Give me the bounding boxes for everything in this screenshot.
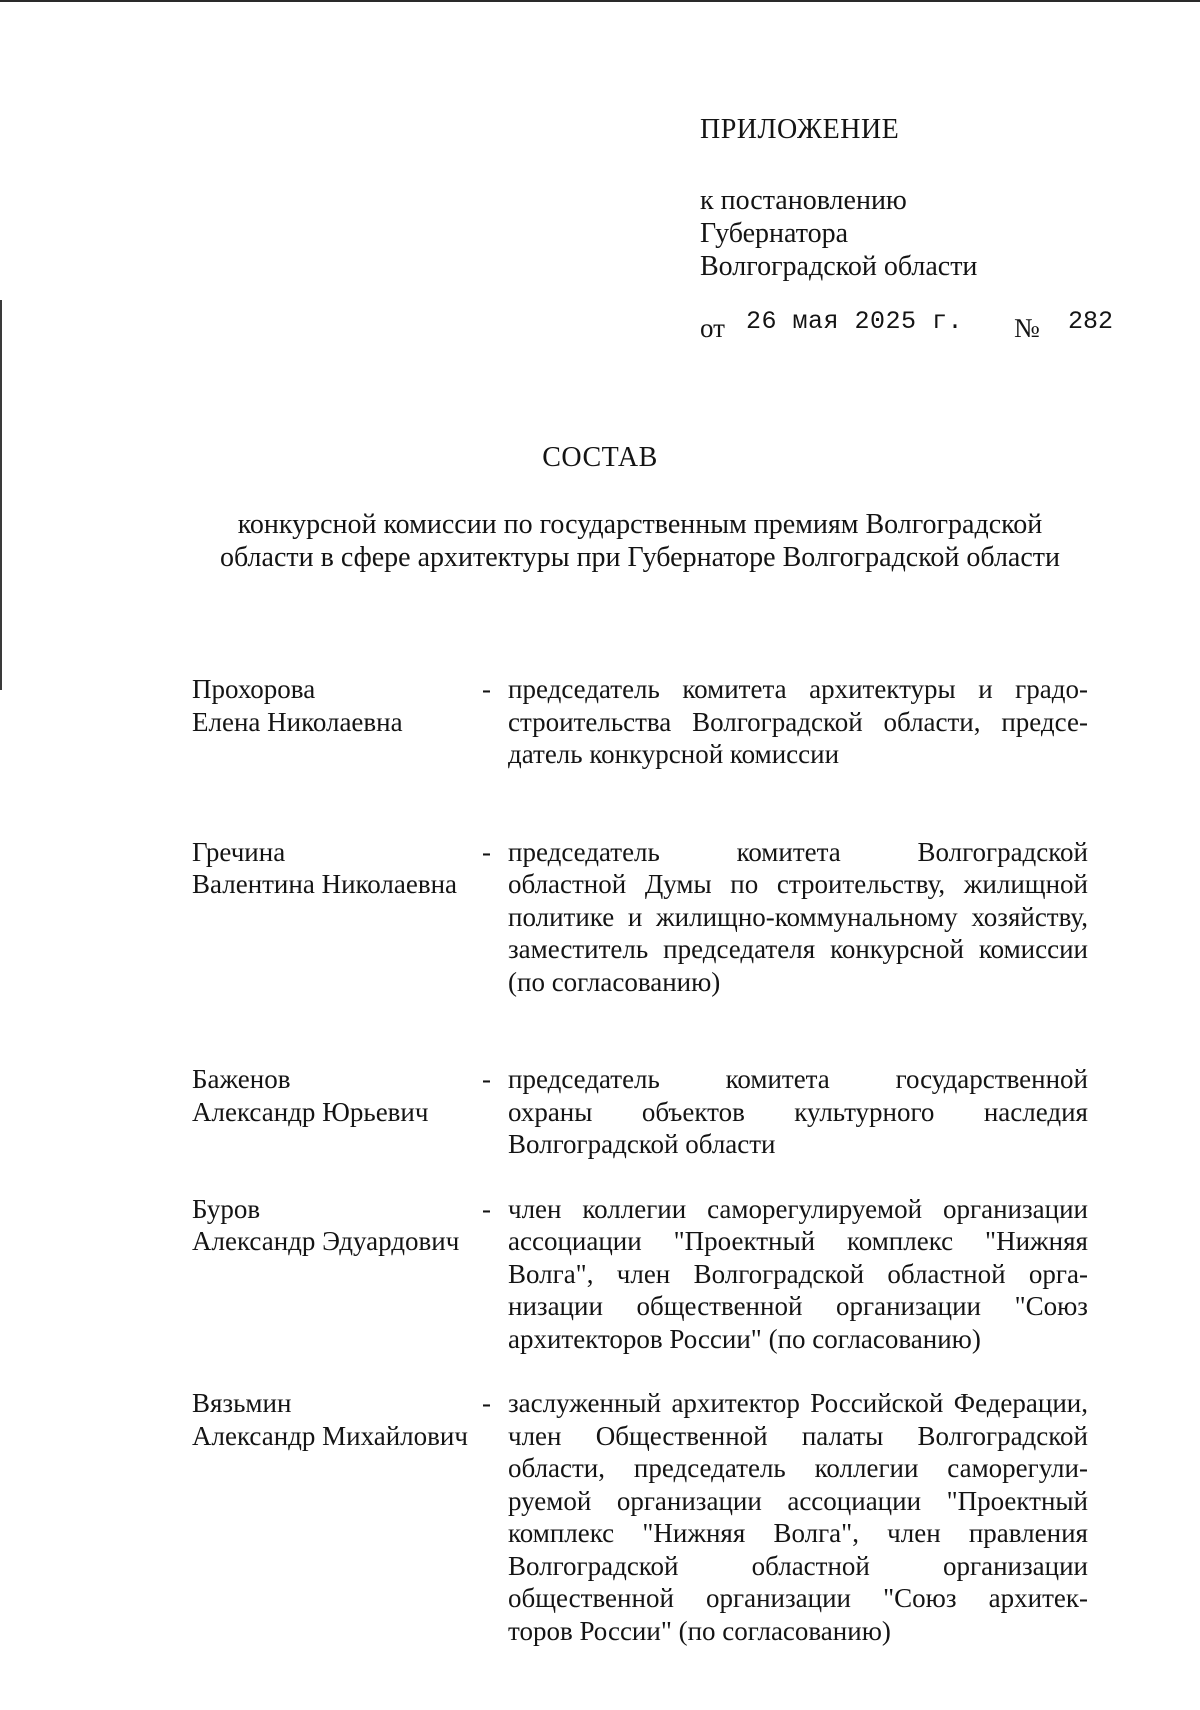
role-word: культурного <box>794 1096 935 1127</box>
role-line-words <box>508 1582 1088 1615</box>
role-line-words <box>508 1485 1088 1518</box>
role-word: строительству, <box>776 869 946 899</box>
role-word: организации <box>943 1193 1088 1224</box>
role-line-words <box>508 1258 1088 1291</box>
role-word: области, <box>883 706 981 737</box>
role-line-words <box>508 1193 1088 1226</box>
role-line-words <box>508 1225 1088 1258</box>
role-line <box>508 1225 1088 1258</box>
role-word: ассоциации <box>787 1485 922 1516</box>
role-word: и <box>627 901 643 932</box>
role-word: Общественной <box>595 1420 768 1451</box>
member-given-name: Александр Михайлович <box>192 1420 468 1451</box>
member-entry <box>192 1193 1097 1356</box>
role-word: объектов <box>641 1096 745 1127</box>
role-line-words <box>508 1452 1088 1485</box>
role-word: архитектуры <box>809 674 956 704</box>
role-word: градо- <box>1015 674 1088 704</box>
role-line <box>508 1452 1088 1485</box>
role-line <box>508 1290 1088 1323</box>
role-word: комиссии <box>978 934 1088 964</box>
role-line <box>508 1063 1088 1096</box>
appendix-line: Губернатора <box>700 218 849 249</box>
role-word: коллегии <box>582 1193 687 1224</box>
member-name <box>192 1193 482 1356</box>
role-word: Думы <box>644 869 712 899</box>
member-entry <box>192 1387 1097 1647</box>
role-line: торов России" (по согласованию) <box>508 1615 891 1646</box>
member-given-name: Елена Николаевна <box>192 706 403 737</box>
appendix-line: Волгоградской области <box>700 251 978 282</box>
member-name <box>192 1063 482 1161</box>
member-given-name: Александр Эдуардович <box>192 1226 460 1256</box>
role-word: председатель <box>508 1064 660 1094</box>
role-word: заместитель <box>508 934 649 964</box>
role-word: "Проектный <box>946 1485 1088 1516</box>
role-word: коллегии <box>814 1453 919 1483</box>
role-word: комплекс <box>508 1518 615 1548</box>
member-dash: - <box>482 1388 491 1418</box>
member-name <box>192 1387 482 1647</box>
decree-date-row <box>700 307 1120 347</box>
role-word: заслуженный <box>508 1388 662 1418</box>
role-line <box>508 1550 1088 1583</box>
role-word: политике <box>508 901 615 932</box>
role-line: Волгоградской области <box>508 1129 776 1159</box>
member-entry <box>192 836 1097 999</box>
role-word: архитек- <box>988 1583 1088 1613</box>
role-line <box>508 1387 1088 1420</box>
role-word: наследия <box>983 1096 1088 1127</box>
role-word: областной <box>751 1550 870 1581</box>
role-line: датель конкурсной комиссии <box>508 739 840 769</box>
role-word: конкурсной <box>830 934 964 964</box>
appendix-title: ПРИЛОЖЕНИЕ <box>700 114 900 145</box>
member-role <box>508 673 1088 771</box>
role-line-words <box>508 933 1088 966</box>
role-word: государственной <box>895 1064 1088 1094</box>
role-word: комплекс <box>846 1226 954 1256</box>
role-word: области, <box>508 1453 606 1483</box>
role-word: строительства <box>508 706 672 737</box>
role-word: ассоциации <box>508 1226 642 1256</box>
role-line-words <box>508 673 1088 706</box>
role-word: охраны <box>508 1096 593 1127</box>
role-word: палаты <box>801 1420 884 1451</box>
role-word: низации <box>508 1291 603 1321</box>
role-line <box>508 1420 1088 1453</box>
member-surname: Прохорова <box>192 674 316 704</box>
role-word: Волгоградской <box>917 1420 1088 1451</box>
role-line <box>508 933 1088 966</box>
number-sign: № <box>1014 313 1040 343</box>
role-line <box>508 673 1088 706</box>
member-given-name: Валентина Николаевна <box>192 869 458 899</box>
role-line <box>508 1485 1088 1518</box>
role-line-words <box>508 1096 1088 1129</box>
role-word: член <box>887 1518 941 1548</box>
role-word: хозяйству, <box>971 901 1088 932</box>
role-word: "Проектный <box>673 1226 816 1256</box>
role-line-words <box>508 901 1088 934</box>
member-entry <box>192 673 1097 771</box>
role-word: Волгоградской <box>917 836 1088 867</box>
member-dash: - <box>482 674 491 704</box>
role-word: Федерации, <box>953 1388 1088 1418</box>
document-title: СОСТАВ <box>542 442 658 473</box>
appendix-header <box>700 112 1180 283</box>
role-word: областной <box>508 869 627 899</box>
role-line <box>508 1517 1088 1550</box>
appendix-line: к постановлению <box>700 185 907 216</box>
role-line: (по согласованию) <box>508 966 721 997</box>
role-word: общественной <box>636 1291 803 1321</box>
role-word: общественной <box>508 1583 674 1613</box>
role-word: член <box>616 1258 671 1289</box>
role-word: "Нижняя <box>642 1518 746 1548</box>
member-given-name: Александр Юрьевич <box>192 1096 429 1127</box>
role-word: председатель <box>508 836 660 867</box>
role-word: Волга", <box>773 1518 859 1548</box>
document-subtitle <box>190 508 1090 574</box>
role-word: "Нижняя <box>985 1226 1088 1256</box>
member-role <box>508 1387 1088 1647</box>
role-word: Волга", <box>508 1258 594 1289</box>
role-line-words <box>508 1420 1088 1453</box>
role-word: предсе- <box>1001 706 1088 737</box>
member-dash: - <box>482 1064 491 1094</box>
role-line <box>508 868 1088 901</box>
role-word: организации <box>836 1291 981 1321</box>
member-surname: Гречина <box>192 836 286 867</box>
decree-number: 282 <box>1068 307 1114 336</box>
role-word: жилищной <box>963 869 1088 899</box>
member-role <box>508 1193 1088 1356</box>
role-word: руемой <box>508 1485 592 1516</box>
member-surname: Баженов <box>192 1064 291 1094</box>
role-word: орга- <box>1028 1258 1088 1289</box>
role-word: Российской <box>810 1388 944 1418</box>
role-word: "Союз <box>1014 1291 1088 1321</box>
role-line-words <box>508 1517 1088 1550</box>
member-dash: - <box>482 836 491 867</box>
role-word: организации <box>706 1583 851 1613</box>
scan-edge-top <box>0 0 1200 2</box>
role-line: архитекторов России" (по согласованию) <box>508 1323 981 1354</box>
role-line-words <box>508 1290 1088 1323</box>
date-prefix: от <box>700 313 725 343</box>
member-surname: Буров <box>192 1193 261 1224</box>
role-line <box>508 1258 1088 1291</box>
members-list <box>192 673 1097 1647</box>
member-name <box>192 673 482 771</box>
role-word: Волгоградской <box>692 706 863 737</box>
role-line-words <box>508 1550 1088 1583</box>
member-dash: - <box>482 1193 491 1224</box>
role-word: член <box>508 1420 562 1451</box>
role-word: организации <box>943 1550 1088 1581</box>
role-word: областной <box>887 1258 1006 1289</box>
role-word: правления <box>968 1518 1088 1548</box>
role-word: председатель <box>633 1453 786 1483</box>
role-word: саморегулируемой <box>707 1193 923 1224</box>
role-line-words <box>508 706 1088 739</box>
role-line-words <box>508 836 1088 869</box>
member-surname: Вязьмин <box>192 1388 292 1418</box>
role-line <box>508 1582 1088 1615</box>
role-word: по <box>730 869 759 899</box>
subtitle-line: области в сфере архитектуры при Губернаторе Волгоградской области <box>220 542 1060 573</box>
role-word: жилищно-коммунальному <box>656 901 958 932</box>
role-line-words <box>508 868 1088 901</box>
role-word: председатель <box>508 674 660 704</box>
role-line-words <box>508 1063 1088 1096</box>
role-word: и <box>978 674 993 704</box>
role-word: "Союз <box>883 1583 957 1613</box>
role-word: комитета <box>725 1064 830 1094</box>
role-line <box>508 836 1088 869</box>
role-line <box>508 706 1088 739</box>
role-word: Волгоградской <box>508 1550 679 1581</box>
member-name <box>192 836 482 999</box>
role-word: комитета <box>682 674 787 704</box>
member-role <box>508 836 1088 999</box>
scan-edge-left <box>0 300 2 690</box>
role-word: член <box>508 1193 562 1224</box>
decree-date: 26 мая 2025 г. <box>746 307 964 336</box>
role-word: архитектор <box>671 1388 800 1418</box>
role-word: Волгоградской <box>693 1258 865 1289</box>
role-word: председателя <box>663 934 816 964</box>
subtitle-line: конкурсной комиссии по государственным премиям Волгоградской <box>237 509 1043 540</box>
role-line <box>508 901 1088 934</box>
role-word: саморегули- <box>947 1453 1088 1483</box>
member-role <box>508 1063 1088 1161</box>
role-line <box>508 1096 1088 1129</box>
role-word: организации <box>616 1485 762 1516</box>
role-line <box>508 1193 1088 1226</box>
role-word: комитета <box>736 836 841 867</box>
role-line-words <box>508 1387 1088 1420</box>
member-entry <box>192 1063 1097 1161</box>
